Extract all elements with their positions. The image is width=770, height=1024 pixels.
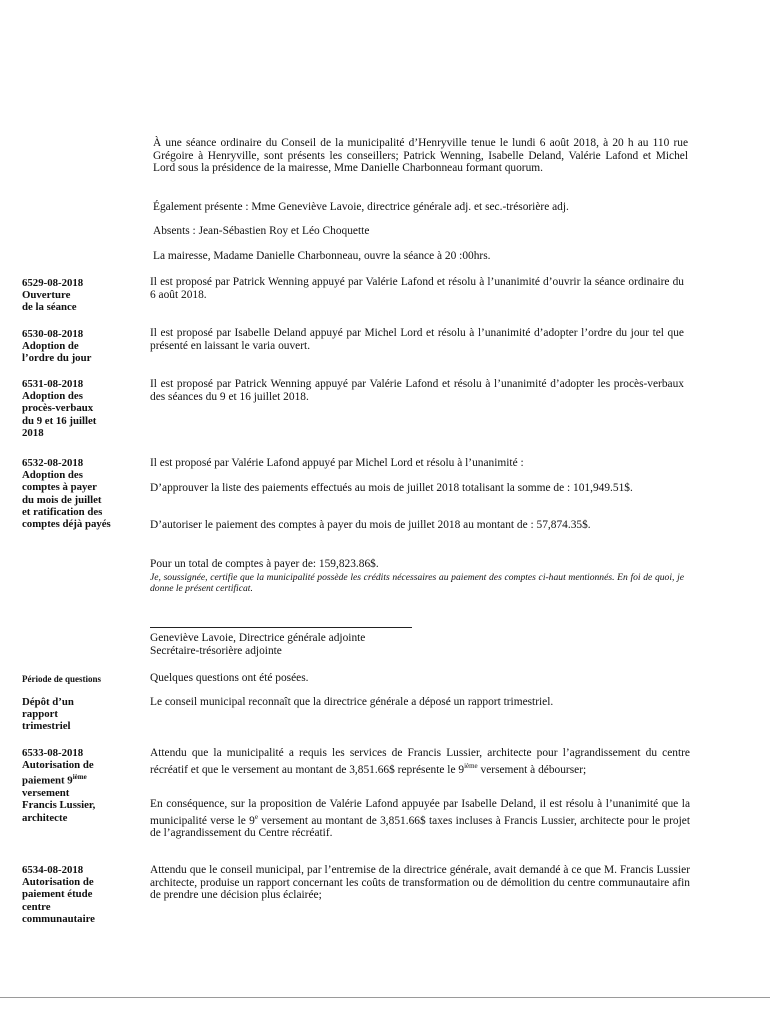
page-bottom-rule	[0, 997, 770, 998]
whereas-text: Attendu que la municipalité a requis les services de Francis Lussier, architecte pour l’agrandissement du centre récréatif et que le versement au montant de 3,851.66$ représente le 9	[150, 747, 690, 776]
resolution-number: 6533-08-2018	[22, 747, 84, 759]
resolution-text: Attendu que le conseil municipal, par l’entremise de la directrice générale, avait demandé à ce que M. Francis Lussier architecte, produise un rapport concernant les coûts de transformation ou de démolition du centre communautaire afin de prendre une décision plus éclairée;	[150, 864, 690, 902]
question-period-label: Période de questions	[22, 674, 102, 684]
intro-attendance	[153, 137, 688, 175]
resolution-title-line: versement	[22, 787, 70, 800]
intro-opening	[153, 250, 688, 263]
resolution-title-line: Adoption de	[22, 340, 79, 353]
resolution-label	[22, 747, 142, 824]
ordinal-suffix: e	[254, 812, 258, 821]
resolution-title-line: Adoption des	[22, 469, 83, 482]
resolution-body	[150, 864, 690, 902]
deposit-title-line: Dépôt d’un	[22, 696, 74, 708]
resolution-title-line: paiement étude	[22, 888, 93, 901]
signature-line	[150, 627, 412, 628]
resolution-title-line: comptes déjà payés	[22, 518, 111, 531]
signature-title: Secrétaire-trésorière adjointe	[150, 644, 282, 657]
resolution-title-line: et ratification des	[22, 505, 103, 518]
resolved-text: En conséquence, sur la proposition de Valérie Lafond appuyée par Isabelle Deland, il est résolu à l’unanimité que la municipalité verse le 9	[150, 798, 690, 827]
resolution-title-line: de la séance	[22, 301, 77, 314]
signature-name: Geneviève Lavoie, Directrice générale adjointe	[150, 632, 366, 644]
opening-paragraph: La mairesse, Madame Danielle Charbonneau, ouvre la séance à 20 :00hrs.	[153, 250, 491, 262]
resolved-paragraph	[150, 798, 690, 840]
resolution-title-line: Ouverture	[22, 289, 71, 302]
question-period-text: Quelques questions ont été posées.	[150, 672, 309, 684]
accounts-paragraph: D’autoriser le paiement des comptes à payer du mois de juillet 2018 au montant de : 57,874.35$.	[150, 519, 591, 531]
resolution-body	[150, 327, 684, 352]
question-period-body	[150, 672, 684, 685]
resolution-title-line: Adoption des	[22, 390, 83, 403]
resolution-label	[22, 864, 142, 925]
resolution-body	[150, 519, 684, 532]
resolution-title-line: comptes à payer	[22, 481, 97, 494]
resolved-text-end: versement au montant de 3,851.66$ taxes incluses à Francis Lussier, architecte pour le projet de l’agrandissement du Centre récréatif.	[150, 814, 690, 839]
resolution-text: Il est proposé par Patrick Wenning appuyé par Valérie Lafond et résolu à l’unanimité d’ouvrir la séance ordinaire du 6 août 2018.	[150, 276, 684, 301]
resolution-title-line: procès-verbaux	[22, 402, 94, 415]
resolution-title-line: Francis Lussier,	[22, 799, 96, 812]
resolution-body	[150, 747, 690, 776]
resolution-title-line: 2018	[22, 426, 44, 439]
title-text: paiement 9	[22, 775, 73, 787]
deposit-text: Le conseil municipal reconnaît que la directrice générale a déposé un rapport trimestriel.	[150, 696, 554, 708]
resolution-text: Il est proposé par Isabelle Deland appuyé par Michel Lord et résolu à l’unanimité d’adopter l’ordre du jour tel que présenté en laissant le varia ouvert.	[150, 327, 684, 352]
resolution-label	[22, 328, 142, 365]
certificate-text: Je, soussignée, certifie que la municipalité possède les crédits nécessaires au paiement des comptes ci-haut mentionnés. En foi de quoi, je donne le présent certificat.	[150, 572, 684, 595]
whereas-text-end: versement à débourser;	[477, 763, 587, 776]
resolution-body	[150, 378, 684, 403]
resolution-number: 6529-08-2018	[22, 277, 84, 289]
resolution-body	[150, 798, 690, 840]
signature-block	[150, 627, 684, 657]
whereas-paragraph	[150, 747, 690, 776]
ordinal-suffix: ième	[72, 773, 87, 782]
resolution-text: Il est proposé par Valérie Lafond appuyé par Michel Lord et résolu à l’unanimité :	[150, 457, 524, 469]
deposit-body	[150, 696, 684, 709]
resolution-title-line: du mois de juillet	[22, 493, 102, 506]
resolution-body	[150, 457, 684, 470]
resolution-number: 6532-08-2018	[22, 457, 84, 469]
deposit-label	[22, 696, 142, 733]
payments-paragraph: D’approuver la liste des paiements effectués au mois de juillet 2018 totalisant la somme de : 101,949.51$.	[150, 482, 633, 494]
intro-absents	[153, 225, 688, 238]
resolution-label	[22, 277, 142, 314]
deposit-title-line: rapport	[22, 708, 58, 721]
resolution-title-line: l’ordre du jour	[22, 352, 92, 365]
resolution-label	[22, 457, 142, 530]
total-paragraph: Pour un total de comptes à payer de: 159,823.86$.	[150, 558, 379, 570]
resolution-number: 6530-08-2018	[22, 328, 84, 340]
intro-present	[153, 201, 688, 214]
resolution-text: Il est proposé par Patrick Wenning appuyé par Valérie Lafond et résolu à l’unanimité d’adopter les procès-verbaux des séances du 9 et 16 juillet 2018.	[150, 378, 684, 403]
ordinal-suffix: ième	[464, 761, 478, 770]
resolution-number: 6534-08-2018	[22, 864, 84, 876]
resolution-number: 6531-08-2018	[22, 378, 84, 390]
resolution-title-line: architecte	[22, 811, 68, 824]
resolution-title-line: communautaire	[22, 912, 95, 925]
resolution-title-line: du 9 et 16 juillet	[22, 414, 97, 427]
intro-paragraph: À une séance ordinaire du Conseil de la municipalité d’Henryville tenue le lundi 6 août 2018, à 20 h au 110 rue Grégoire à Henryville, sont présents les conseillers; Patrick Wenning, Isabelle Deland, Valérie Lafond et Michel Lord sous la présidence de la mairesse, Mme Danielle Charbonneau formant quorum.	[153, 137, 688, 175]
resolution-title-line: Autorisation de	[22, 759, 94, 772]
resolution-title-line: centre	[22, 900, 51, 913]
resolution-body	[150, 558, 684, 571]
present-paragraph: Également présente : Mme Geneviève Lavoie, directrice générale adj. et sec.-trésorière adj.	[153, 201, 569, 213]
absents-paragraph: Absents : Jean-Sébastien Roy et Léo Choquette	[153, 225, 370, 237]
resolution-title-line: Autorisation de	[22, 876, 94, 889]
resolution-title-line	[22, 771, 142, 787]
resolution-label	[22, 378, 142, 439]
certificate-block	[150, 572, 684, 595]
resolution-body	[150, 482, 684, 495]
deposit-title-line: trimestriel	[22, 720, 71, 733]
resolution-body	[150, 276, 684, 301]
